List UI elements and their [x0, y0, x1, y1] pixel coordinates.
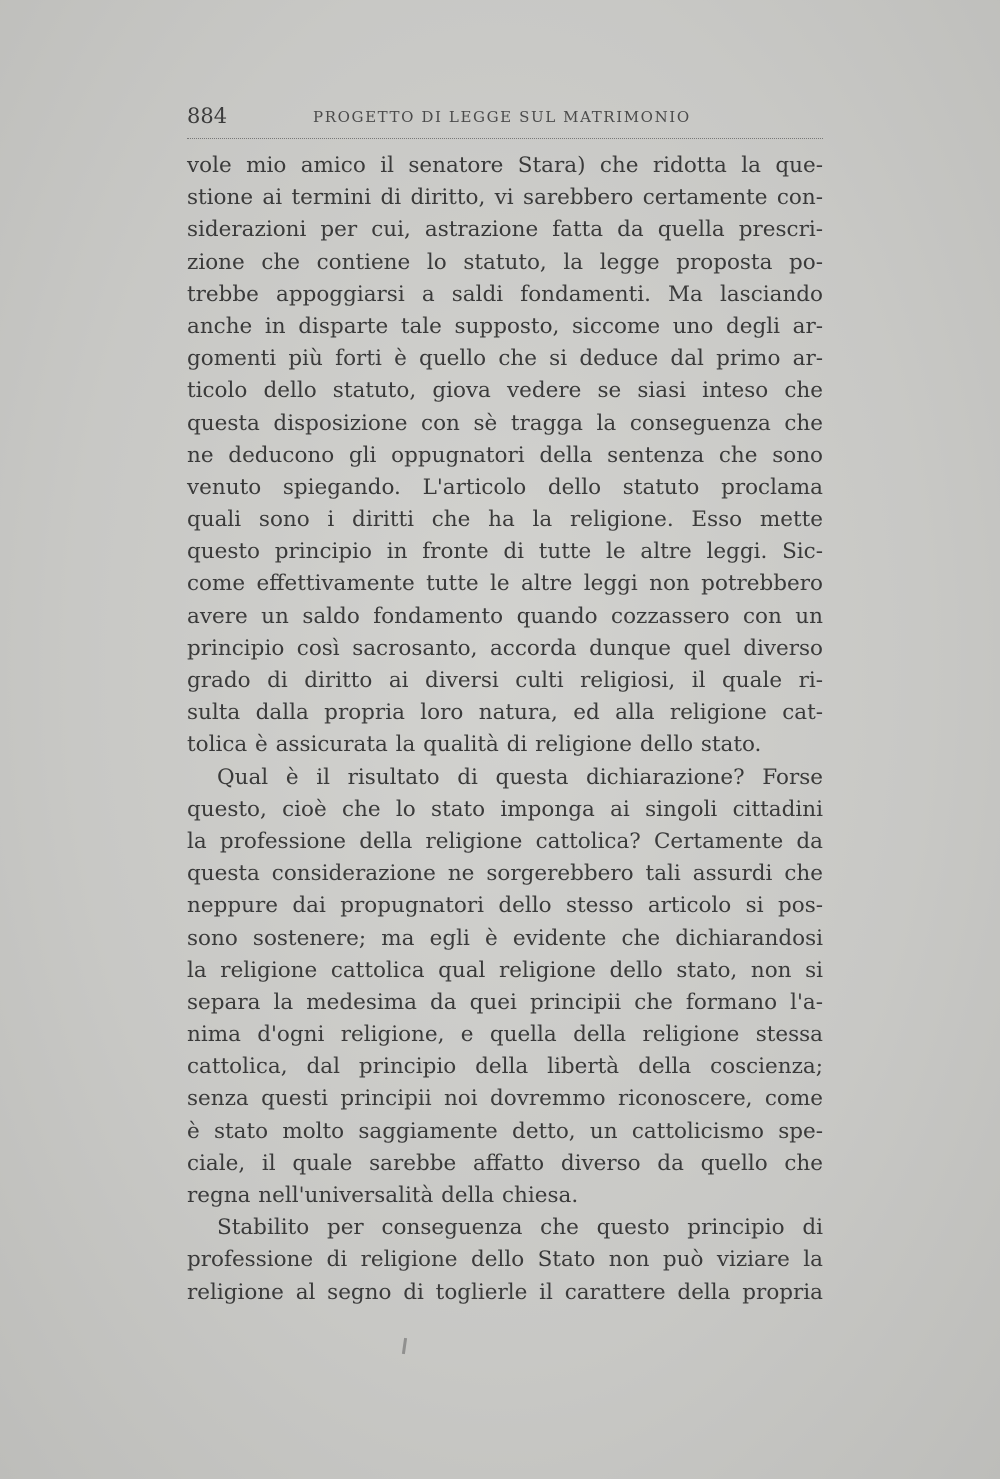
text-line: Stabilito per conseguenza che questo principio di [217, 1215, 823, 1241]
text-line: stione ai termini di diritto, vi sarebbero certamente con- [187, 185, 823, 211]
text-line: regna nell'universalità della chiesa. [187, 1183, 579, 1208]
text-line: sulta dalla propria loro natura, ed alla religione cat- [187, 700, 823, 726]
text-line: separa la medesima da quei principii che formano l'a- [187, 989, 823, 1015]
text-line: grado di diritto ai diversi culti religiosi, il quale ri- [187, 668, 823, 693]
text-line: sono sostenere; ma egli è evidente che dichiarandosi [187, 925, 823, 951]
text-line: questo principio in fronte di tutte le altre leggi. Sic- [187, 539, 823, 565]
text-line: neppure dai propugnatori dello stesso articolo si pos- [187, 893, 823, 919]
text-line: ne deducono gli oppugnatori della sentenza che sono [187, 442, 823, 468]
page-header [187, 104, 823, 134]
text-line: questa considerazione ne sorgerebbero tali assurdi che [187, 861, 823, 887]
text-line: è stato molto saggiamente detto, un cattolicismo spe- [187, 1118, 823, 1144]
text-line: avere un saldo fondamento quando cozzassero con un [187, 603, 823, 629]
text-line: zione che contiene lo statuto, la legge proposta po- [187, 249, 823, 275]
text-line: Qual è il risultato di questa dichiarazione? Forse [217, 764, 823, 790]
text-line: ticolo dello statuto, giova vedere se siasi inteso che [187, 378, 823, 404]
text-line: principio così sacrosanto, accorda dunque quel diverso [187, 635, 823, 661]
text-line: tolica è assicurata la qualità di religione dello stato. [187, 732, 762, 758]
text-line: cattolica, dal principio della libertà della coscienza; [187, 1054, 823, 1080]
text-line: come effettivamente tutte le altre leggi non potrebbero [187, 571, 823, 597]
header-rule [187, 138, 823, 139]
text-line: venuto spiegando. L'articolo dello statuto proclama [187, 474, 823, 500]
text-line: professione di religione dello Stato non può viziare la [187, 1247, 823, 1273]
ink-mark [402, 1338, 407, 1354]
text-line: gomenti più forti è quello che si deduce dal primo ar- [187, 346, 823, 372]
text-line: questo, cioè che lo stato imponga ai singoli cittadini [187, 796, 823, 822]
text-line: vole mio amico il senatore Stara) che ridotta la que- [187, 153, 823, 178]
text-line: la religione cattolica qual religione dello stato, non si [187, 957, 823, 983]
text-line: senza questi principii noi dovremmo riconoscere, come [187, 1086, 823, 1112]
text-line: nima d'ogni religione, e quella della religione stessa [187, 1022, 823, 1048]
text-line: religione al segno di toglierle il carattere della propria [187, 1279, 823, 1305]
page-number: 884 [187, 104, 228, 128]
text-line: questa disposizione con sè tragga la conseguenza che [187, 410, 823, 436]
text-line: quali sono i diritti che ha la religione. Esso mette [187, 507, 823, 533]
text-line: la professione della religione cattolica? Certamente da [187, 828, 823, 854]
text-line: siderazioni per cui, astrazione fatta da quella prescri- [187, 217, 823, 243]
running-title: PROGETTO DI LEGGE SUL MATRIMONIO [313, 108, 691, 126]
text-line: anche in disparte tale supposto, siccome uno degli ar- [187, 313, 823, 339]
text-line: trebbe appoggiarsi a saldi fondamenti. Ma lasciando [187, 281, 823, 307]
body-text [187, 150, 823, 1309]
text-line: ciale, il quale sarebbe affatto diverso da quello che [187, 1150, 823, 1176]
